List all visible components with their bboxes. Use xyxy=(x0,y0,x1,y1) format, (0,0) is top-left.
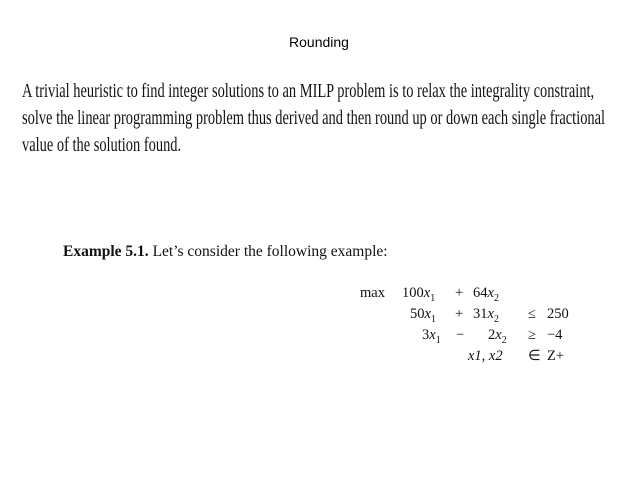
example-heading xyxy=(63,243,388,261)
constraint-1-op: + xyxy=(455,306,464,322)
objective-coef-1: 100 xyxy=(402,285,424,301)
example-text: Let’s consider the following example: xyxy=(152,243,388,260)
constraint-1-coef-1: 50 xyxy=(410,306,425,322)
domain-relation: ∈ xyxy=(528,348,541,364)
constraint-2-relation: ≥ xyxy=(528,327,536,343)
objective-op: + xyxy=(455,285,464,301)
constraint-1-coef-2: 31 xyxy=(473,306,488,322)
intro-paragraph: A trivial heuristic to find integer solutions to an MILP problem is to relax the integrality constraint, solve the linear programming problem thus derived and then round up or down each single fractional value of the solution found. xyxy=(22,81,606,156)
constraint-2-coef-1: 3 xyxy=(422,327,430,343)
domain-set: Z+ xyxy=(547,348,565,364)
objective-keyword: max xyxy=(360,285,385,301)
constraint-2-rhs: −4 xyxy=(547,327,563,343)
constraint-2-coef-2: 2 xyxy=(488,327,496,343)
constraint-2-op: − xyxy=(456,327,465,343)
example-label: Example 5.1. xyxy=(63,243,149,260)
slide-title: Rounding xyxy=(289,34,349,50)
constraint-1-rhs: 250 xyxy=(547,306,569,322)
domain-vars: x1, x2 xyxy=(468,348,503,364)
constraint-1-relation: ≤ xyxy=(528,306,536,322)
objective-coef-2: 64 xyxy=(473,285,488,301)
